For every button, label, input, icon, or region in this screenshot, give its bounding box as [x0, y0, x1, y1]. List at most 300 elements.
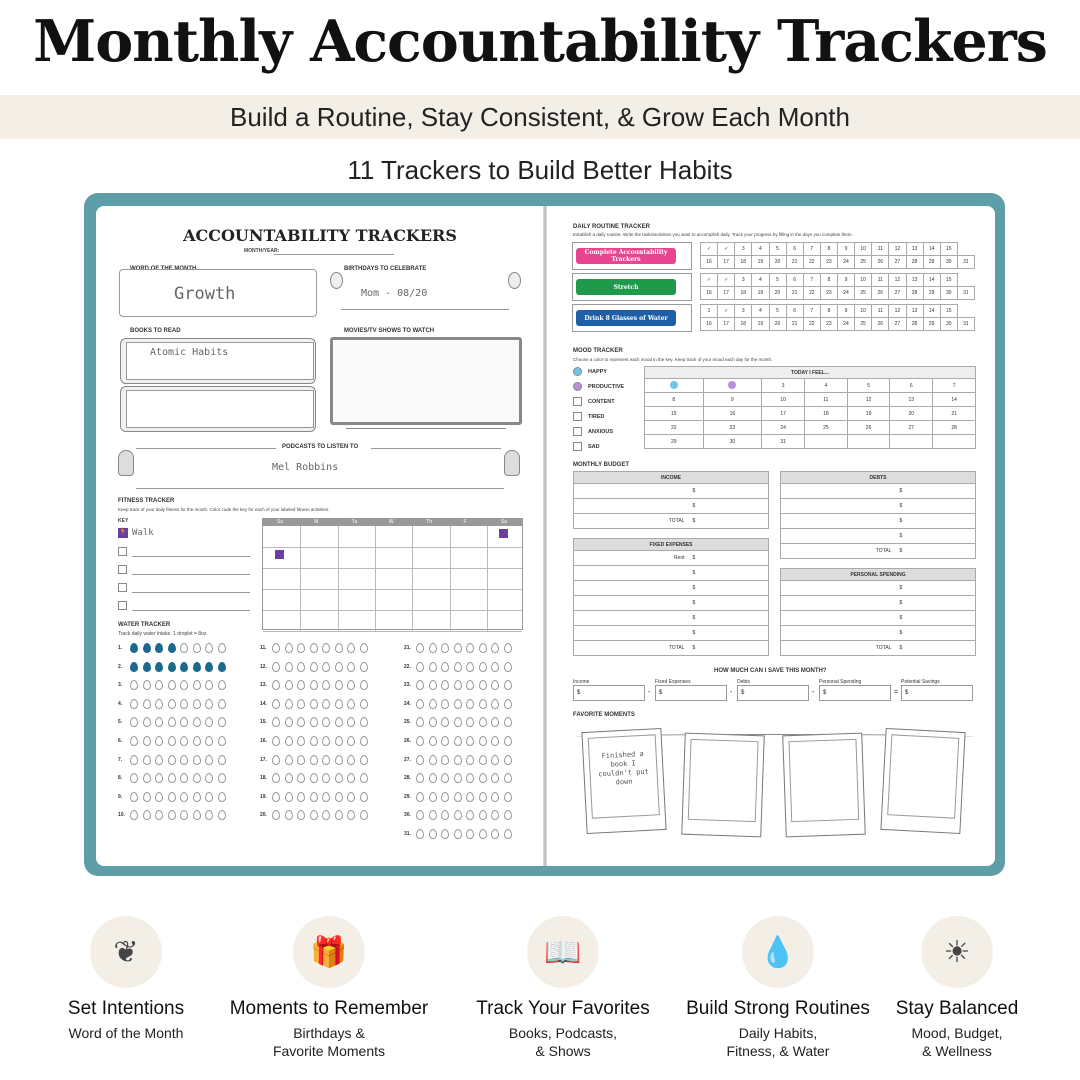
- save-field-input[interactable]: $: [819, 685, 891, 701]
- day-header: Tu: [351, 519, 358, 525]
- moments-label: FAVORITE MOMENTS: [573, 712, 635, 718]
- droplet-icon[interactable]: [205, 792, 213, 802]
- droplet-icon[interactable]: [310, 662, 318, 672]
- droplet-icon[interactable]: [155, 717, 163, 727]
- droplet-icon[interactable]: [441, 755, 449, 765]
- droplet-icon[interactable]: [454, 755, 462, 765]
- droplet-icon[interactable]: [360, 792, 368, 802]
- droplet-icon[interactable]: [297, 773, 305, 783]
- droplet-icon[interactable]: [441, 643, 449, 653]
- droplet-icon[interactable]: [193, 810, 201, 820]
- droplet-icon[interactable]: [335, 773, 343, 783]
- moment-note: Finished a book I couldn't put down: [598, 749, 650, 787]
- droplet-icon[interactable]: [416, 829, 424, 839]
- droplet-icon[interactable]: [491, 662, 499, 672]
- droplet-icon[interactable]: [180, 680, 188, 690]
- droplet-icon[interactable]: [491, 792, 499, 802]
- droplet-icon[interactable]: [297, 662, 305, 672]
- droplet-icon[interactable]: [218, 699, 226, 709]
- droplet-icon[interactable]: [441, 792, 449, 802]
- droplet-icon[interactable]: [429, 810, 437, 820]
- droplet-icon[interactable]: [360, 755, 368, 765]
- routine-label: Drink 8 Glasses of Water: [576, 310, 676, 326]
- droplet-icon[interactable]: [454, 736, 462, 746]
- droplet-icon[interactable]: [429, 792, 437, 802]
- droplet-icon[interactable]: [205, 810, 213, 820]
- droplet-icon[interactable]: [466, 699, 474, 709]
- droplet-icon[interactable]: [504, 792, 512, 802]
- droplet-icon[interactable]: [272, 699, 280, 709]
- water-day-number: 23.: [404, 682, 411, 689]
- droplet-icon[interactable]: [310, 773, 318, 783]
- droplet-icon[interactable]: [347, 680, 355, 690]
- droplet-icon[interactable]: [155, 792, 163, 802]
- droplet-icon[interactable]: [297, 792, 305, 802]
- droplet-icon[interactable]: [335, 680, 343, 690]
- droplet-icon[interactable]: [441, 829, 449, 839]
- key-checkbox[interactable]: [118, 601, 127, 610]
- droplet-icon[interactable]: [143, 792, 151, 802]
- budget-table: DEBTS $ $ $ $ TOTAL $: [780, 471, 976, 559]
- droplet-icon[interactable]: [441, 662, 449, 672]
- droplet-icon[interactable]: [218, 792, 226, 802]
- droplet-icon[interactable]: [218, 755, 226, 765]
- droplet-icon[interactable]: [429, 699, 437, 709]
- droplet-icon[interactable]: [272, 717, 280, 727]
- droplet-icon[interactable]: [347, 662, 355, 672]
- droplet-icon[interactable]: [416, 699, 424, 709]
- droplet-icon[interactable]: [335, 792, 343, 802]
- droplet-icon[interactable]: [193, 755, 201, 765]
- droplet-icon[interactable]: [479, 792, 487, 802]
- water-day-number: 25.: [404, 719, 411, 726]
- droplet-icon[interactable]: [491, 810, 499, 820]
- droplet-icon[interactable]: [479, 643, 487, 653]
- feature-stay-balanced: [857, 916, 1057, 1060]
- droplet-icon[interactable]: [479, 680, 487, 690]
- droplet-icon[interactable]: [155, 662, 163, 672]
- feature-track-your-favorites: [463, 916, 663, 1060]
- droplet-icon[interactable]: [416, 810, 424, 820]
- mood-key-sad-checkbox[interactable]: [573, 442, 582, 451]
- droplet-icon[interactable]: [285, 717, 293, 727]
- droplet-icon[interactable]: [429, 680, 437, 690]
- droplet-icon[interactable]: [429, 773, 437, 783]
- feature-subtitle: Books, Podcasts, & Shows: [508, 1025, 618, 1059]
- save-label: HOW MUCH CAN I SAVE THIS MONTH?: [714, 668, 827, 674]
- droplet-icon[interactable]: [441, 736, 449, 746]
- droplet-icon[interactable]: [285, 810, 293, 820]
- droplet-icon[interactable]: [143, 736, 151, 746]
- droplet-icon[interactable]: [143, 755, 151, 765]
- water-day-number: 2.: [118, 663, 123, 670]
- droplet-icon[interactable]: [416, 680, 424, 690]
- droplet-icon[interactable]: [504, 643, 512, 653]
- droplet-icon[interactable]: [347, 699, 355, 709]
- droplet-icon[interactable]: [360, 773, 368, 783]
- droplet-icon[interactable]: [168, 643, 176, 653]
- droplet-icon[interactable]: [360, 736, 368, 746]
- spine: [543, 206, 547, 866]
- droplet-icon[interactable]: [180, 810, 188, 820]
- droplet-icon[interactable]: [168, 717, 176, 727]
- podcasts-label: PODCASTS TO LISTEN TO: [282, 444, 359, 450]
- droplet-icon[interactable]: [479, 773, 487, 783]
- droplet-icon[interactable]: [466, 829, 474, 839]
- balloon-icon: [330, 272, 343, 289]
- droplet-icon[interactable]: [429, 662, 437, 672]
- droplet-icon[interactable]: [272, 755, 280, 765]
- droplet-icon[interactable]: [454, 792, 462, 802]
- droplet-icon[interactable]: [193, 699, 201, 709]
- droplet-icon[interactable]: [168, 736, 176, 746]
- feature-icon-circle: [90, 916, 162, 988]
- droplet-icon[interactable]: [155, 810, 163, 820]
- droplet-icon[interactable]: [347, 643, 355, 653]
- droplet-icon[interactable]: [454, 773, 462, 783]
- droplet-icon[interactable]: [205, 773, 213, 783]
- droplet-icon[interactable]: [297, 755, 305, 765]
- droplet-icon[interactable]: [491, 829, 499, 839]
- droplet-icon[interactable]: [143, 662, 151, 672]
- droplet-icon[interactable]: [335, 662, 343, 672]
- droplet-icon[interactable]: [491, 717, 499, 727]
- droplet-icon[interactable]: [454, 810, 462, 820]
- droplet-icon[interactable]: [347, 717, 355, 727]
- droplet-icon[interactable]: [335, 736, 343, 746]
- droplet-icon[interactable]: [297, 810, 305, 820]
- droplet-icon[interactable]: [155, 755, 163, 765]
- droplet-icon[interactable]: [504, 755, 512, 765]
- droplet-icon[interactable]: [429, 717, 437, 727]
- droplet-icon[interactable]: [272, 736, 280, 746]
- key-checkbox[interactable]: [118, 565, 127, 574]
- droplet-icon[interactable]: [272, 773, 280, 783]
- droplet-icon[interactable]: [322, 699, 330, 709]
- droplet-icon[interactable]: [466, 755, 474, 765]
- droplet-icon[interactable]: [205, 680, 213, 690]
- droplet-icon[interactable]: [218, 773, 226, 783]
- droplet-icon[interactable]: [454, 829, 462, 839]
- droplet-icon[interactable]: [130, 810, 138, 820]
- droplet-icon[interactable]: [155, 699, 163, 709]
- droplet-icon[interactable]: [272, 643, 280, 653]
- droplet-icon[interactable]: [441, 810, 449, 820]
- droplet-icon[interactable]: [297, 643, 305, 653]
- droplet-icon[interactable]: [155, 736, 163, 746]
- droplet-icon[interactable]: [130, 773, 138, 783]
- droplet-icon[interactable]: [441, 717, 449, 727]
- droplet-icon[interactable]: [297, 680, 305, 690]
- droplet-icon[interactable]: [466, 773, 474, 783]
- droplet-icon[interactable]: [479, 699, 487, 709]
- droplet-icon[interactable]: [504, 829, 512, 839]
- droplet-icon[interactable]: [504, 699, 512, 709]
- droplet-icon[interactable]: [285, 773, 293, 783]
- droplet-icon[interactable]: [168, 810, 176, 820]
- droplet-icon[interactable]: [416, 662, 424, 672]
- feature-set-intentions: [26, 916, 226, 1042]
- routine-label: Stretch: [576, 279, 676, 295]
- droplet-icon[interactable]: [297, 717, 305, 727]
- droplet-icon[interactable]: [310, 755, 318, 765]
- droplet-icon[interactable]: [180, 699, 188, 709]
- day-header: W: [388, 519, 394, 525]
- budget-table: PERSONAL SPENDING $ $ $ $ TOTAL $: [780, 568, 976, 656]
- droplet-icon[interactable]: [310, 699, 318, 709]
- droplet-icon[interactable]: [310, 792, 318, 802]
- droplet-icon[interactable]: [130, 662, 138, 672]
- droplet-icon[interactable]: [335, 643, 343, 653]
- droplet-icon[interactable]: [168, 662, 176, 672]
- droplet-icon[interactable]: [454, 699, 462, 709]
- mood-label: SAD: [588, 444, 600, 450]
- droplet-icon[interactable]: [180, 755, 188, 765]
- droplet-icon[interactable]: [322, 662, 330, 672]
- droplet-icon[interactable]: [322, 755, 330, 765]
- droplet-icon[interactable]: [310, 643, 318, 653]
- droplet-icon[interactable]: [347, 736, 355, 746]
- droplet-icon[interactable]: [205, 699, 213, 709]
- droplet-icon[interactable]: [310, 736, 318, 746]
- droplet-icon[interactable]: [360, 662, 368, 672]
- droplet-icon[interactable]: [218, 680, 226, 690]
- droplet-icon[interactable]: [491, 773, 499, 783]
- droplet-icon[interactable]: [180, 736, 188, 746]
- key-checkbox[interactable]: [118, 583, 127, 592]
- droplet-icon[interactable]: [130, 717, 138, 727]
- droplet-icon[interactable]: [347, 773, 355, 783]
- droplet-icon[interactable]: [322, 773, 330, 783]
- droplet-icon[interactable]: [479, 662, 487, 672]
- droplet-icon[interactable]: [441, 680, 449, 690]
- droplet-icon[interactable]: [416, 736, 424, 746]
- save-field-input[interactable]: $: [655, 685, 727, 701]
- droplet-icon[interactable]: [322, 680, 330, 690]
- droplet-icon[interactable]: [205, 662, 213, 672]
- water-day-number: 28.: [404, 775, 411, 782]
- droplet-icon[interactable]: [205, 717, 213, 727]
- droplet-icon[interactable]: [168, 680, 176, 690]
- droplet-icon[interactable]: [454, 717, 462, 727]
- droplet-icon[interactable]: [491, 736, 499, 746]
- droplet-icon[interactable]: [285, 736, 293, 746]
- book-value: Atomic Habits: [150, 347, 229, 358]
- water-day-number: 19.: [260, 793, 267, 800]
- main-title: Monthly Accountability Trackers: [33, 8, 1047, 75]
- droplet-icon[interactable]: [168, 773, 176, 783]
- droplet-icon[interactable]: [155, 680, 163, 690]
- water-day-number: 8.: [118, 775, 123, 782]
- droplet-icon[interactable]: [218, 717, 226, 727]
- droplet-icon[interactable]: [416, 773, 424, 783]
- droplet-icon[interactable]: [322, 736, 330, 746]
- droplet-icon[interactable]: [310, 717, 318, 727]
- droplet-icon[interactable]: [491, 755, 499, 765]
- droplet-icon[interactable]: [322, 643, 330, 653]
- droplet-icon[interactable]: [297, 736, 305, 746]
- droplet-icon[interactable]: [218, 662, 226, 672]
- droplet-icon[interactable]: [466, 792, 474, 802]
- droplet-icon[interactable]: [205, 736, 213, 746]
- droplet-icon[interactable]: [130, 736, 138, 746]
- droplet-icon[interactable]: [491, 699, 499, 709]
- droplet-icon[interactable]: [193, 662, 201, 672]
- book-icon: 📖: [544, 934, 582, 970]
- droplet-icon[interactable]: [504, 717, 512, 727]
- droplet-icon[interactable]: [180, 717, 188, 727]
- droplet-icon[interactable]: [310, 810, 318, 820]
- mood-key-productive-checkbox[interactable]: [573, 382, 582, 391]
- droplet-icon[interactable]: [504, 736, 512, 746]
- droplet-icon[interactable]: [466, 680, 474, 690]
- droplet-icon[interactable]: [454, 662, 462, 672]
- droplet-icon[interactable]: [335, 810, 343, 820]
- droplet-icon[interactable]: [180, 773, 188, 783]
- mood-key-happy-checkbox[interactable]: [573, 367, 582, 376]
- droplet-icon[interactable]: [130, 680, 138, 690]
- droplet-icon[interactable]: [218, 736, 226, 746]
- walk-icon: [275, 550, 284, 559]
- droplet-icon[interactable]: [205, 755, 213, 765]
- droplet-icon[interactable]: [180, 792, 188, 802]
- droplet-icon[interactable]: [429, 755, 437, 765]
- droplet-icon[interactable]: [193, 717, 201, 727]
- mood-key-anxious-checkbox[interactable]: [573, 427, 582, 436]
- droplet-icon[interactable]: [416, 643, 424, 653]
- droplet-icon[interactable]: [335, 717, 343, 727]
- droplet-icon[interactable]: [360, 699, 368, 709]
- droplet-icon[interactable]: [454, 643, 462, 653]
- droplet-icon[interactable]: [297, 699, 305, 709]
- droplet-icon[interactable]: [218, 810, 226, 820]
- droplet-icon[interactable]: [193, 643, 201, 653]
- droplet-icon[interactable]: [130, 643, 138, 653]
- droplet-icon[interactable]: [466, 717, 474, 727]
- droplet-icon[interactable]: [429, 829, 437, 839]
- droplet-icon[interactable]: [310, 680, 318, 690]
- droplet-icon[interactable]: [285, 755, 293, 765]
- water-day-number: 4.: [118, 700, 123, 707]
- droplet-icon[interactable]: [205, 643, 213, 653]
- droplet-icon[interactable]: [130, 755, 138, 765]
- droplet-icon[interactable]: [155, 643, 163, 653]
- droplet-icon[interactable]: [466, 736, 474, 746]
- save-field-input[interactable]: $: [573, 685, 645, 701]
- droplet-icon[interactable]: [429, 736, 437, 746]
- droplet-icon[interactable]: [466, 810, 474, 820]
- droplet-icon[interactable]: [504, 810, 512, 820]
- droplet-icon[interactable]: [272, 792, 280, 802]
- droplet-icon[interactable]: [479, 810, 487, 820]
- save-field-input[interactable]: $: [901, 685, 973, 701]
- droplet-icon[interactable]: [272, 810, 280, 820]
- mood-label: ANXIOUS: [588, 429, 614, 435]
- droplet-icon[interactable]: [454, 680, 462, 690]
- feature-title: Build Strong Routines: [686, 998, 870, 1019]
- droplet-icon[interactable]: [504, 773, 512, 783]
- droplet-icon[interactable]: [168, 792, 176, 802]
- droplet-icon[interactable]: [322, 792, 330, 802]
- droplet-icon[interactable]: [193, 680, 201, 690]
- droplet-icon[interactable]: [441, 773, 449, 783]
- droplet-icon[interactable]: [155, 773, 163, 783]
- droplet-icon[interactable]: [193, 736, 201, 746]
- droplet-icon[interactable]: [168, 755, 176, 765]
- droplet-icon[interactable]: [143, 699, 151, 709]
- mood-label: TIRED: [588, 414, 605, 420]
- droplet-icon[interactable]: [218, 643, 226, 653]
- droplet-icon[interactable]: [272, 662, 280, 672]
- mood-key-tired-checkbox[interactable]: [573, 412, 582, 421]
- droplet-icon[interactable]: [193, 792, 201, 802]
- droplet-icon[interactable]: [491, 680, 499, 690]
- daily-desc: Establish a daily routine. Write the tasks/activities you want to accomplish daily. Track your progress by filling in the days you complete them.: [573, 232, 853, 237]
- droplet-icon[interactable]: [416, 717, 424, 727]
- droplet-icon[interactable]: [335, 755, 343, 765]
- droplet-icon[interactable]: [360, 717, 368, 727]
- droplet-icon[interactable]: [322, 717, 330, 727]
- droplet-icon[interactable]: [466, 662, 474, 672]
- droplet-icon[interactable]: [335, 699, 343, 709]
- droplet-icon[interactable]: [479, 829, 487, 839]
- droplet-icon[interactable]: [416, 755, 424, 765]
- droplet-icon[interactable]: [143, 717, 151, 727]
- droplet-icon[interactable]: [143, 810, 151, 820]
- droplet-icon[interactable]: [360, 810, 368, 820]
- water-day-number: 22.: [404, 663, 411, 670]
- droplet-icon[interactable]: [416, 792, 424, 802]
- droplet-icon[interactable]: [504, 662, 512, 672]
- droplet-icon[interactable]: [285, 699, 293, 709]
- droplet-icon[interactable]: [504, 680, 512, 690]
- droplet-icon[interactable]: [285, 662, 293, 672]
- droplet-icon[interactable]: [479, 736, 487, 746]
- droplet-icon[interactable]: [272, 680, 280, 690]
- droplet-icon[interactable]: [347, 792, 355, 802]
- mood-label: HAPPY: [588, 369, 607, 375]
- droplet-icon[interactable]: [168, 699, 176, 709]
- droplet-icon[interactable]: [143, 680, 151, 690]
- droplet-icon[interactable]: [180, 662, 188, 672]
- droplet-icon[interactable]: [347, 810, 355, 820]
- droplet-icon[interactable]: [441, 699, 449, 709]
- droplet-icon[interactable]: [429, 643, 437, 653]
- droplet-icon[interactable]: [130, 792, 138, 802]
- droplet-icon[interactable]: [479, 755, 487, 765]
- birthday-value: Mom - 08/20: [361, 288, 428, 299]
- feature-moments-to-remember: [229, 916, 429, 1060]
- droplet-icon[interactable]: [479, 717, 487, 727]
- droplet-icon[interactable]: [180, 643, 188, 653]
- droplet-icon[interactable]: [130, 699, 138, 709]
- droplet-icon[interactable]: [360, 680, 368, 690]
- droplet-icon[interactable]: [143, 773, 151, 783]
- droplet-icon[interactable]: [285, 680, 293, 690]
- save-field-input[interactable]: $: [737, 685, 809, 701]
- droplet-icon[interactable]: [143, 643, 151, 653]
- droplet-icon[interactable]: [491, 643, 499, 653]
- droplet-icon[interactable]: [360, 643, 368, 653]
- droplet-icon[interactable]: [322, 810, 330, 820]
- droplet-icon[interactable]: [466, 643, 474, 653]
- mood-key-content-checkbox[interactable]: [573, 397, 582, 406]
- droplet-icon[interactable]: [193, 773, 201, 783]
- key-checkbox[interactable]: [118, 547, 127, 556]
- droplet-icon[interactable]: [285, 643, 293, 653]
- droplet-icon[interactable]: [285, 792, 293, 802]
- droplet-icon[interactable]: [347, 755, 355, 765]
